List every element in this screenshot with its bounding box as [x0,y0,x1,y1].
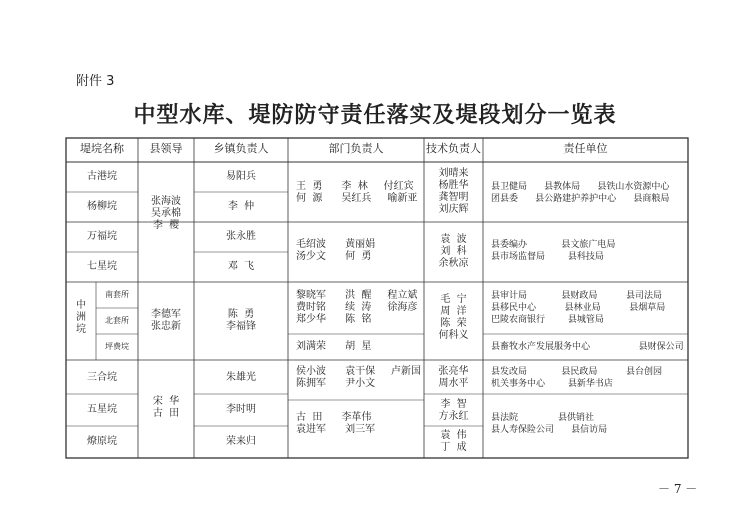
name-liaoyuan: 燎原垸 [87,436,117,447]
header-dept-leader: 部门负责人 [328,142,384,155]
county-leader-group-3: 宋 华 古 田 [152,396,180,419]
unit-group-2: 县委编办 县文旅广电局 县市场监督局 县科技局 [491,240,616,262]
name-qixing: 七星垸 [87,261,117,272]
name-pingfei: 坪费垸 [105,342,129,351]
tech-leader-group-4: 张亮华 周水平 [438,366,469,389]
name-nantao: 南套所 [105,290,129,299]
town-leader-guganghang: 易阳兵 [226,171,256,182]
name-sanhe: 三合垸 [87,372,117,383]
town-leader-liaoyuan: 荣来归 [226,436,256,447]
name-wanfu: 万福垸 [87,231,117,242]
name-wuxing: 五星垸 [87,404,117,415]
name-beitao: 北套所 [105,316,129,325]
page-title: 中型水库、堤防防守责任落实及堤段划分一览表 [133,102,617,128]
header-name: 堤垸名称 [80,142,124,155]
town-leader-zhongzhou: 陈 勇 李福锋 [226,309,256,332]
dept-leader-group-3: 黎晓军 洪 醒 程立斌 费时铭 续 涛 徐海彦 郑少华 陈 铭 [296,290,418,325]
town-leader-yangliu: 李 仲 [227,201,255,212]
tech-leader-group-1: 刘晴来 杨胜华 龚智明 刘庆辉 [438,168,469,215]
county-leader-group-1: 张海波 吴承棉 李 樱 [151,196,181,231]
dept-leader-group-5: 侯小波 袁干保 卢新国 陈拥军 尹小文 [296,366,421,389]
unit-group-5: 县发改局 县民政局 县台创园 机关事务中心 县新华书店 [491,367,662,389]
dept-leader-group-4: 刘满荣 胡 星 [296,341,372,352]
header-county-leader: 县领导 [149,142,183,155]
town-leader-qixing: 邓 飞 [227,261,255,272]
header-tech-leader: 技术负责人 [426,142,481,155]
unit-group-3: 县审计局 县财政局 县司法局 县移民中心 县林业局 县烟草局 巴陵农商银行 县城管局 [491,291,666,325]
unit-group-4: 县畜牧水产发展服务中心 县财保公司 [491,342,684,352]
tech-leader-group-6: 袁 伟 丁 成 [440,430,467,453]
county-leader-group-2: 李德军 张忠新 [151,309,181,332]
tech-leader-group-2: 袁 波 刘 科 余秋凉 [438,234,469,269]
header-unit: 责任单位 [563,142,608,155]
name-zhongzhou: 中 洲 垸 [76,300,86,335]
dept-leader-group-6: 古 田 李革伟 袁进军 刘三军 [296,412,376,435]
header-town-leader: 乡镇负责人 [213,142,269,155]
town-leader-wuxing: 李时明 [226,404,256,415]
name-yangliu: 杨柳垸 [87,201,117,212]
unit-group-6: 县法院 县供销社 县人寿保险公司 县信访局 [491,413,608,435]
town-leader-wanfu: 张永胜 [226,231,256,242]
town-leader-sanhe: 朱雄光 [226,372,256,383]
tech-leader-group-3: 毛 宁 周 洋 陈 荣 何科义 [438,294,469,341]
unit-group-1: 县卫健局 县教体局 县铁山水资源中心 团县委 县公路建护养护中心 县商粮局 [491,182,670,204]
dept-leader-group-1: 王 勇 李 林 付红宾 何 源 吴红兵 喻新亚 [296,181,418,204]
tech-leader-group-5: 李 智 方永红 [438,399,469,422]
attachment-label: 附件 3 [76,74,115,89]
name-guganghang: 古港垸 [87,171,117,182]
page-number: － 7 － [658,482,698,496]
dept-leader-group-2: 毛绍波 黄丽娟 汤少文 何 勇 [296,239,376,262]
